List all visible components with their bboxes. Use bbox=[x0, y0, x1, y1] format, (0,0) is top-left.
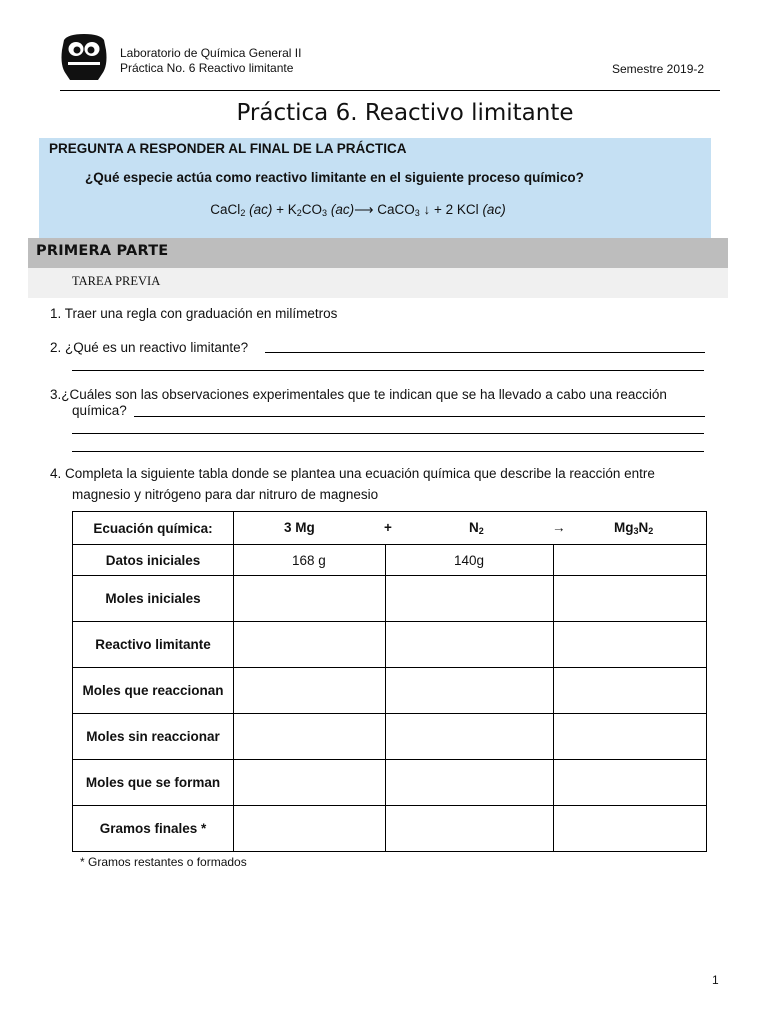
cell-mg[interactable] bbox=[234, 714, 386, 760]
table-header-row bbox=[73, 512, 707, 545]
eq-sub: 3 bbox=[414, 208, 420, 218]
table-equation-cell bbox=[234, 512, 707, 545]
cell-product[interactable] bbox=[554, 622, 707, 668]
eq-plus: + bbox=[384, 520, 392, 535]
item-1: 1. Traer una regla con graduación en milímetros bbox=[50, 306, 338, 321]
header-semester: Semestre 2019-2 bbox=[612, 62, 705, 76]
row-label: Moles que se forman bbox=[73, 760, 234, 806]
cell-n2[interactable] bbox=[386, 714, 554, 760]
eq-arrow: → bbox=[552, 520, 566, 535]
table-row bbox=[73, 760, 707, 806]
row-label: Moles iniciales bbox=[73, 576, 234, 622]
row-label: Gramos finales * bbox=[73, 806, 234, 852]
reaction-equation bbox=[0, 202, 716, 218]
cell-n2[interactable]: 140g bbox=[386, 545, 554, 576]
question-box-heading: PREGUNTA A RESPONDER AL FINAL DE LA PRÁCTICA bbox=[49, 141, 407, 156]
section-title-primera-parte: PRIMERA PARTE bbox=[36, 243, 169, 259]
answer-line[interactable] bbox=[72, 433, 704, 434]
answer-line[interactable] bbox=[72, 370, 704, 371]
cell-n2[interactable] bbox=[386, 576, 554, 622]
item-3-line-1: 3.¿Cuáles son las observaciones experimentales que te indican que se ha llevado a cabo una reacción bbox=[50, 387, 667, 402]
eq-arrow: ⟶ bbox=[354, 202, 374, 217]
eq-sub: 3 bbox=[322, 208, 328, 218]
answer-line[interactable] bbox=[265, 352, 705, 353]
cell-mg[interactable] bbox=[234, 622, 386, 668]
eq-reactant-1: CaCl bbox=[210, 202, 241, 217]
cell-product[interactable] bbox=[554, 714, 707, 760]
cell-mg[interactable] bbox=[234, 760, 386, 806]
table-row bbox=[73, 576, 707, 622]
cell-product[interactable] bbox=[554, 668, 707, 714]
header-divider bbox=[60, 90, 720, 91]
owl-logo-icon bbox=[58, 30, 110, 82]
cell-mg[interactable] bbox=[234, 576, 386, 622]
table-row bbox=[73, 622, 707, 668]
eq-mg: 3 Mg bbox=[284, 520, 315, 535]
row-label: Reactivo limitante bbox=[73, 622, 234, 668]
eq-sub: 2 bbox=[240, 208, 246, 218]
answer-line[interactable] bbox=[134, 416, 705, 417]
table-row bbox=[73, 714, 707, 760]
header-lab-name: Laboratorio de Química General II bbox=[120, 46, 302, 60]
cell-n2[interactable] bbox=[386, 668, 554, 714]
cell-product[interactable] bbox=[554, 545, 707, 576]
item-4-line-1: 4. Completa la siguiente tabla donde se plantea una ecuación química que describe la reacción entre bbox=[50, 466, 655, 481]
cell-mg[interactable]: 168 g bbox=[234, 545, 386, 576]
cell-mg[interactable] bbox=[234, 668, 386, 714]
item-3-line-2: química? bbox=[72, 403, 127, 418]
table-footnote: * Gramos restantes o formados bbox=[80, 855, 247, 869]
eq-sub: 2 bbox=[296, 208, 302, 218]
section-title-tarea-previa: TAREA PREVIA bbox=[72, 274, 161, 288]
eq-plus: + bbox=[276, 202, 284, 217]
eq-state: (ac) bbox=[249, 202, 273, 217]
cell-n2[interactable] bbox=[386, 806, 554, 852]
eq-product-2: + 2 KCl bbox=[434, 202, 479, 217]
eq-precipitate-arrow: ↓ bbox=[423, 202, 431, 217]
cell-mg[interactable] bbox=[234, 806, 386, 852]
page-title: Práctica 6. Reactivo limitante bbox=[236, 100, 574, 126]
cell-n2[interactable] bbox=[386, 760, 554, 806]
row-label: Moles sin reaccionar bbox=[73, 714, 234, 760]
cell-product[interactable] bbox=[554, 760, 707, 806]
reaction-table bbox=[72, 511, 707, 852]
item-2: 2. ¿Qué es un reactivo limitante? bbox=[50, 340, 249, 355]
eq-reactant-2b: CO bbox=[301, 202, 323, 217]
cell-product[interactable] bbox=[554, 576, 707, 622]
eq-state: (ac) bbox=[330, 202, 355, 217]
answer-line[interactable] bbox=[72, 451, 704, 452]
header-practice-name: Práctica No. 6 Reactivo limitante bbox=[120, 61, 294, 75]
item-4-line-2: magnesio y nitrógeno para dar nitruro de magnesio bbox=[72, 487, 379, 502]
table-header-label: Ecuación química: bbox=[73, 512, 234, 545]
question-text: ¿Qué especie actúa como reactivo limitante en el siguiente proceso químico? bbox=[85, 170, 584, 185]
cell-product[interactable] bbox=[554, 806, 707, 852]
table-row bbox=[73, 806, 707, 852]
table-row bbox=[73, 545, 707, 576]
eq-mg3n2: $Mg_3N_2$ bbox=[614, 520, 654, 536]
eq-state: (ac) bbox=[482, 202, 506, 217]
row-label: Datos iniciales bbox=[73, 545, 234, 576]
eq-n2: $N_2$ bbox=[469, 520, 484, 536]
eq-product-1: CaCO bbox=[377, 202, 415, 217]
cell-n2[interactable] bbox=[386, 622, 554, 668]
eq-reactant-2a: K bbox=[287, 202, 297, 217]
row-label: Moles que reaccionan bbox=[73, 668, 234, 714]
page-number: 1 bbox=[712, 973, 719, 987]
table-row bbox=[73, 668, 707, 714]
